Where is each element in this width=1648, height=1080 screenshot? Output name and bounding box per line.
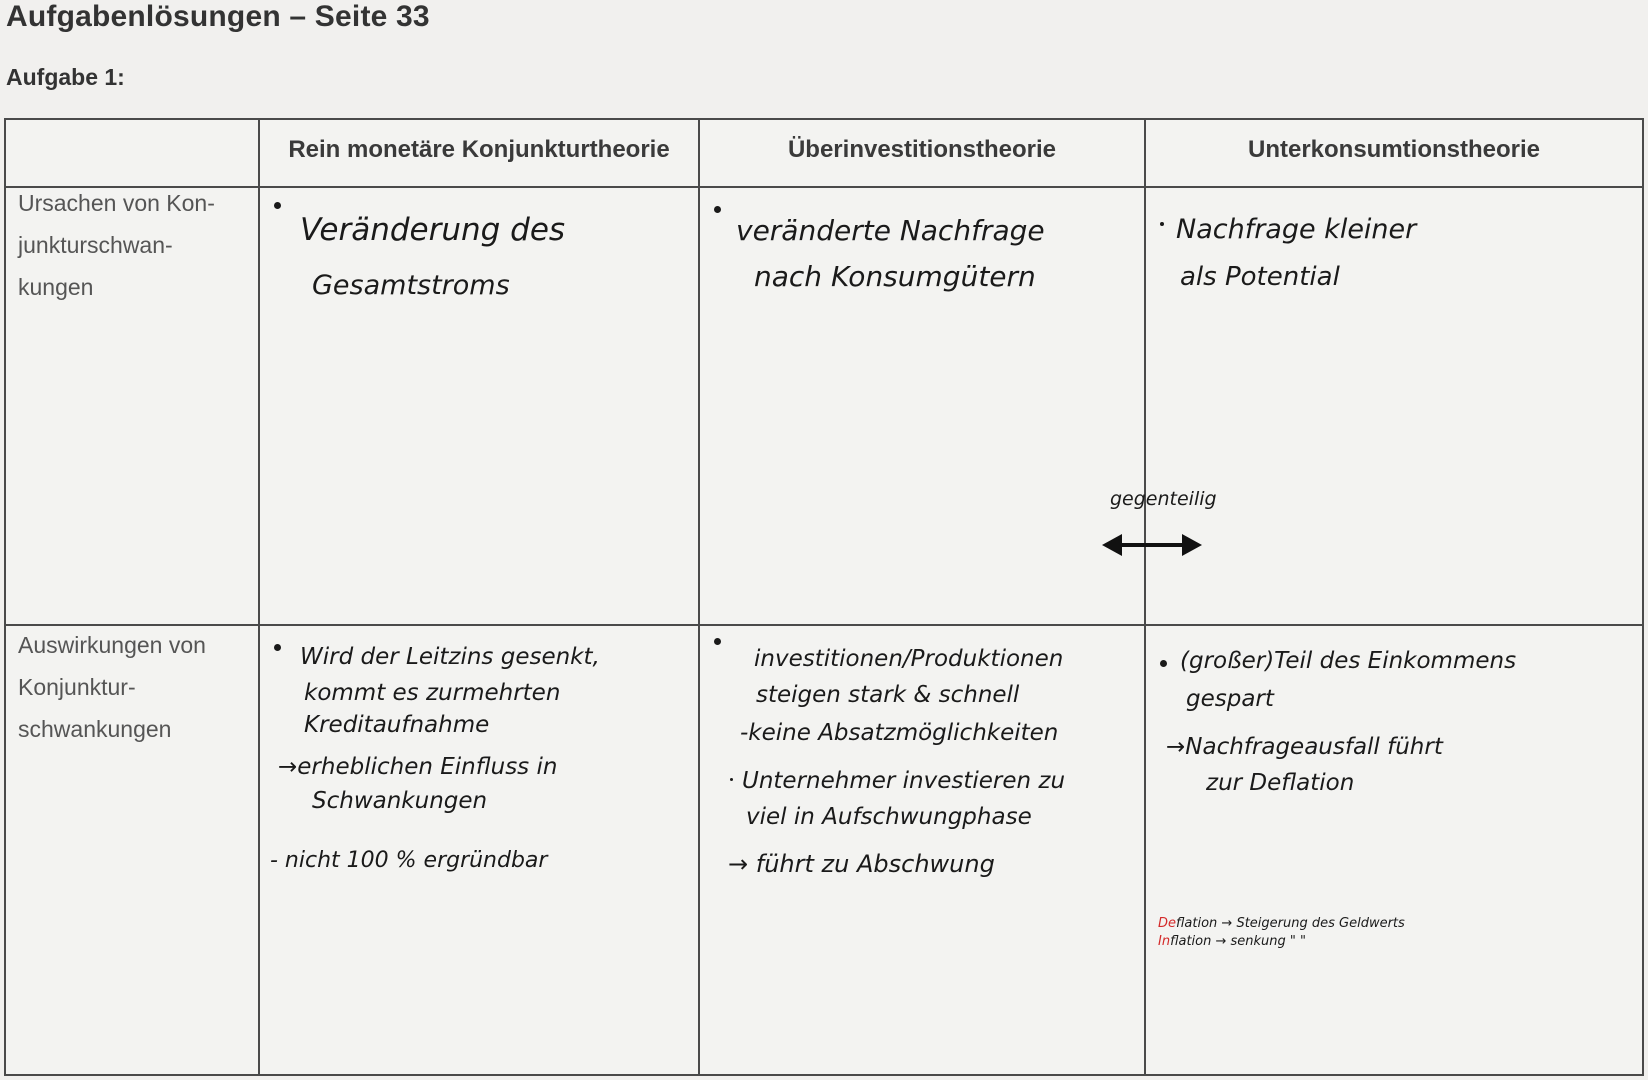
arrow-item bbox=[1166, 734, 1443, 760]
task-label: Aufgabe 1: bbox=[6, 64, 125, 90]
row-label-line: schwankungen bbox=[18, 716, 172, 742]
bullet-icon bbox=[274, 202, 281, 209]
bullet-icon bbox=[1160, 222, 1164, 226]
column-divider bbox=[1144, 120, 1146, 1074]
cell-text: erheblichen Einfluss in bbox=[297, 754, 558, 780]
bullet-icon bbox=[730, 778, 733, 781]
cell-text: Unternehmer investieren zu bbox=[742, 768, 1066, 794]
header-unterkonsumtion: Unterkonsumtionstheorie bbox=[1247, 136, 1541, 163]
cell-text: führt zu Abschwung bbox=[755, 850, 995, 878]
bullet-icon bbox=[714, 638, 721, 645]
cell-text: veränderte Nachfrage bbox=[736, 214, 1045, 247]
bullet-icon bbox=[714, 206, 721, 213]
note-deflation bbox=[1158, 916, 1405, 931]
note-prefix: In bbox=[1158, 934, 1171, 949]
cell-text: zur Deflation bbox=[1206, 770, 1355, 796]
column-divider bbox=[258, 120, 260, 1074]
double-arrow-icon bbox=[1100, 530, 1204, 560]
cell-text: Nachfrageausfall führt bbox=[1185, 734, 1443, 760]
row-label-line: kungen bbox=[18, 274, 94, 300]
note-text: flation → senkung " " bbox=[1170, 934, 1306, 949]
cell-text: Nachfrage kleiner bbox=[1176, 214, 1417, 245]
right-arrow-icon: → bbox=[1166, 734, 1186, 760]
cell-text: Kreditaufnahme bbox=[304, 712, 490, 738]
cell-text: (großer)Teil des Einkommens bbox=[1180, 648, 1517, 674]
cell-text: kommt es zurmehrten bbox=[304, 680, 561, 706]
note-prefix: De bbox=[1158, 916, 1177, 931]
solution-table bbox=[4, 118, 1644, 1076]
row-label-line: Ursachen von Kon- bbox=[18, 190, 215, 216]
header-monetaer: Rein monetäre Konjunkturtheorie bbox=[288, 136, 670, 163]
right-arrow-icon: → bbox=[278, 754, 298, 780]
cell-text: -keine Absatzmöglichkeiten bbox=[740, 720, 1059, 746]
cell-text: Wird der Leitzins gesenkt, bbox=[300, 644, 600, 670]
row-label-line: Konjunktur- bbox=[18, 674, 136, 700]
bullet-icon bbox=[274, 644, 281, 651]
column-divider bbox=[698, 120, 700, 1074]
cell-text: - nicht 100 % ergründbar bbox=[270, 848, 548, 873]
cell-text: steigen stark & schnell bbox=[756, 682, 1020, 708]
cell-text: gespart bbox=[1186, 686, 1274, 712]
cell-text: Gesamtstroms bbox=[312, 270, 510, 301]
header-ueberinvestition: Überinvestitionstheorie bbox=[787, 136, 1057, 163]
cell-text: viel in Aufschwungphase bbox=[746, 804, 1032, 830]
row-label-line: junkturschwan- bbox=[18, 232, 173, 258]
cell-text: Veränderung des bbox=[300, 212, 566, 248]
cell-text: nach Konsumgütern bbox=[754, 260, 1036, 293]
row-label-ursachen bbox=[18, 182, 215, 308]
annotation-gegenteilig: gegenteilig bbox=[1110, 488, 1217, 510]
bullet-icon bbox=[1160, 660, 1167, 667]
row-divider bbox=[6, 186, 1642, 188]
row-label-line: Auswirkungen von bbox=[18, 632, 206, 658]
page-title: Aufgabenlösungen – Seite 33 bbox=[6, 0, 430, 33]
arrow-item bbox=[728, 850, 995, 878]
cell-text: als Potential bbox=[1180, 262, 1340, 292]
note-text: flation → Steigerung des Geldwerts bbox=[1176, 916, 1405, 931]
cell-text: investitionen/Produktionen bbox=[754, 646, 1064, 672]
arrow-item bbox=[278, 754, 557, 780]
right-arrow-icon: → bbox=[728, 850, 756, 878]
row-label-auswirkungen bbox=[18, 624, 206, 750]
cell-text: Schwankungen bbox=[312, 788, 488, 814]
note-inflation bbox=[1158, 934, 1306, 949]
row-divider bbox=[6, 624, 1642, 626]
